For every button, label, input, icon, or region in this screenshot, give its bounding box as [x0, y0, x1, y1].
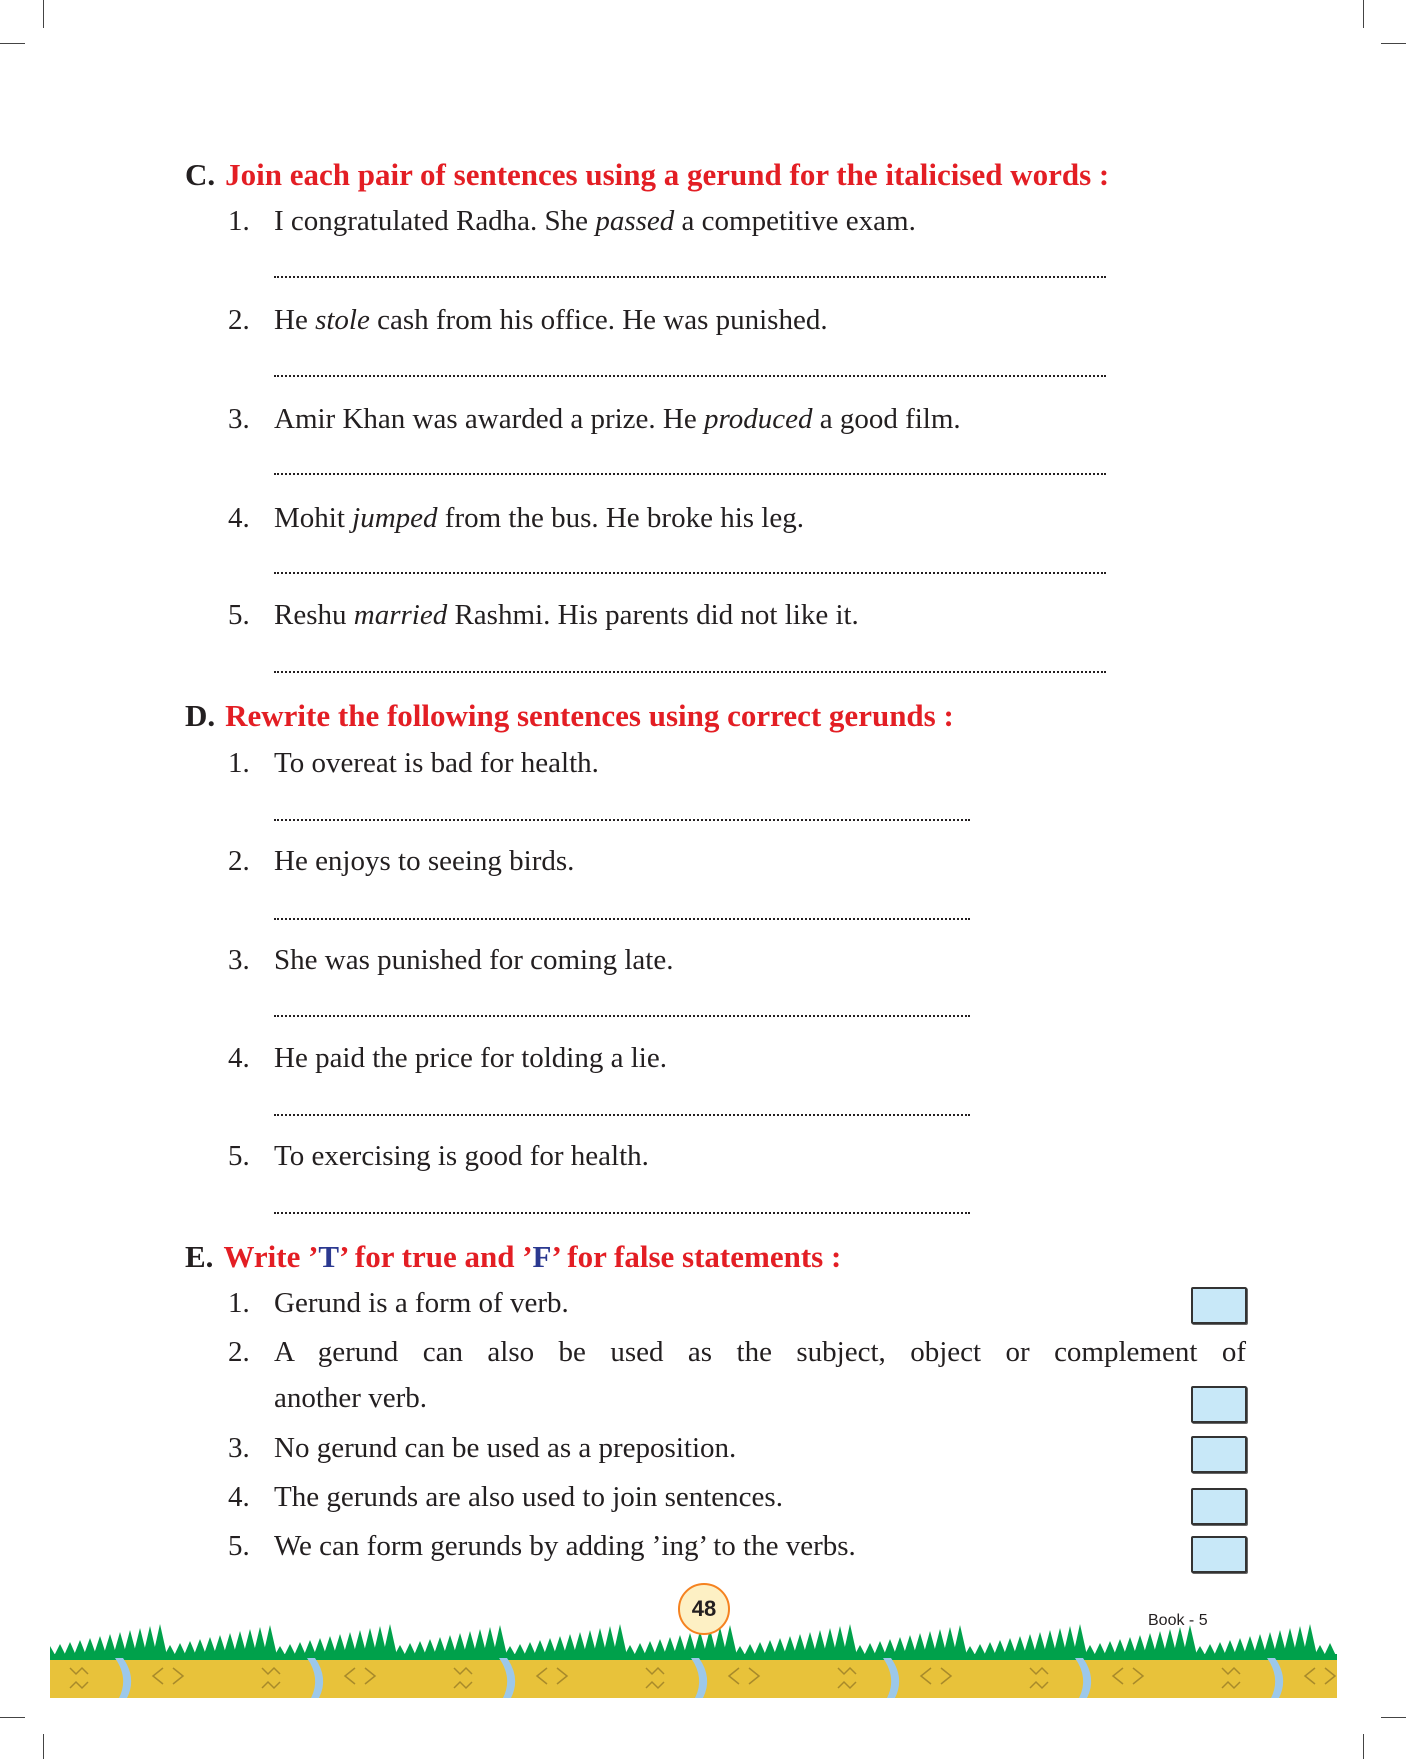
item-number: 2.	[228, 1336, 250, 1368]
sentence: She was punished for coming late.	[274, 944, 674, 976]
answer-line[interactable]	[274, 276, 1106, 278]
crop-mark	[43, 1734, 44, 1759]
crop-mark	[1363, 1734, 1364, 1759]
answer-line[interactable]	[274, 1114, 970, 1116]
sentence: He enjoys to seeing birds.	[274, 845, 575, 877]
item-number: 2.	[228, 304, 250, 336]
item-number: 5.	[228, 599, 250, 631]
answer-line[interactable]	[274, 375, 1106, 377]
answer-line[interactable]	[274, 819, 970, 821]
section-letter: E.	[185, 1239, 214, 1274]
crop-mark	[0, 43, 25, 44]
answer-line[interactable]	[274, 1212, 970, 1214]
item-number: 5.	[228, 1530, 250, 1562]
answer-line[interactable]	[274, 918, 970, 920]
statement: Gerund is a form of verb.	[274, 1287, 569, 1319]
answer-box[interactable]	[1191, 1536, 1247, 1573]
answer-box[interactable]	[1191, 1488, 1247, 1525]
section-c-heading	[185, 157, 1109, 193]
statement-continued: another verb.	[274, 1382, 427, 1414]
crop-mark	[0, 1717, 25, 1718]
answer-line[interactable]	[274, 1015, 970, 1017]
answer-box[interactable]	[1191, 1386, 1247, 1423]
crop-mark	[1381, 1717, 1406, 1718]
item-number: 3.	[228, 403, 250, 435]
sentence: I congratulated Radha. She passed a competitive exam.	[274, 205, 916, 237]
sentence: To overeat is bad for health.	[274, 747, 599, 779]
item-number: 1.	[228, 1287, 250, 1319]
answer-line[interactable]	[274, 473, 1106, 475]
statement: The gerunds are also used to join sentences.	[274, 1481, 783, 1513]
crop-mark	[1363, 0, 1364, 28]
item-number: 5.	[228, 1140, 250, 1172]
answer-box[interactable]	[1191, 1287, 1247, 1324]
statement: No gerund can be used as a preposition.	[274, 1432, 737, 1464]
sentence: He stole cash from his office. He was punished.	[274, 304, 828, 336]
item-number: 2.	[228, 845, 250, 877]
item-number: 4.	[228, 502, 250, 534]
sentence: To exercising is good for health.	[274, 1140, 649, 1172]
item-number: 4.	[228, 1042, 250, 1074]
answer-line[interactable]	[274, 671, 1106, 673]
sentence: He paid the price for tolding a lie.	[274, 1042, 667, 1074]
sentence: Reshu married Rashmi. His parents did not like it.	[274, 599, 859, 631]
section-e-heading: E. Write ’T’ for true and ’F’ for false statements :	[185, 1239, 842, 1274]
section-title: Rewrite the following sentences using correct gerunds :	[225, 698, 954, 733]
crop-mark	[43, 0, 44, 28]
item-number: 3.	[228, 944, 250, 976]
page-number: 48	[678, 1583, 730, 1635]
item-number: 3.	[228, 1432, 250, 1464]
ground	[50, 1656, 1337, 1698]
section-title: Join each pair of sentences using a gerund for the italicised words :	[225, 157, 1110, 192]
section-letter: D.	[185, 698, 216, 733]
sentence: Amir Khan was awarded a prize. He produced a good film.	[274, 403, 961, 435]
section-d-heading	[185, 698, 954, 734]
item-number: 4.	[228, 1481, 250, 1513]
crop-mark	[1381, 43, 1406, 44]
statement: A gerund can also be used as the subject, object or complement of	[274, 1336, 1246, 1368]
item-number: 1.	[228, 205, 250, 237]
item-number: 1.	[228, 747, 250, 779]
answer-line[interactable]	[274, 572, 1106, 574]
book-label: Book - 5	[1148, 1612, 1208, 1629]
answer-box[interactable]	[1191, 1436, 1247, 1473]
statement: We can form gerunds by adding ’ing’ to the verbs.	[274, 1530, 856, 1562]
section-letter: C.	[185, 157, 216, 192]
sentence: Mohit jumped from the bus. He broke his leg.	[274, 502, 804, 534]
